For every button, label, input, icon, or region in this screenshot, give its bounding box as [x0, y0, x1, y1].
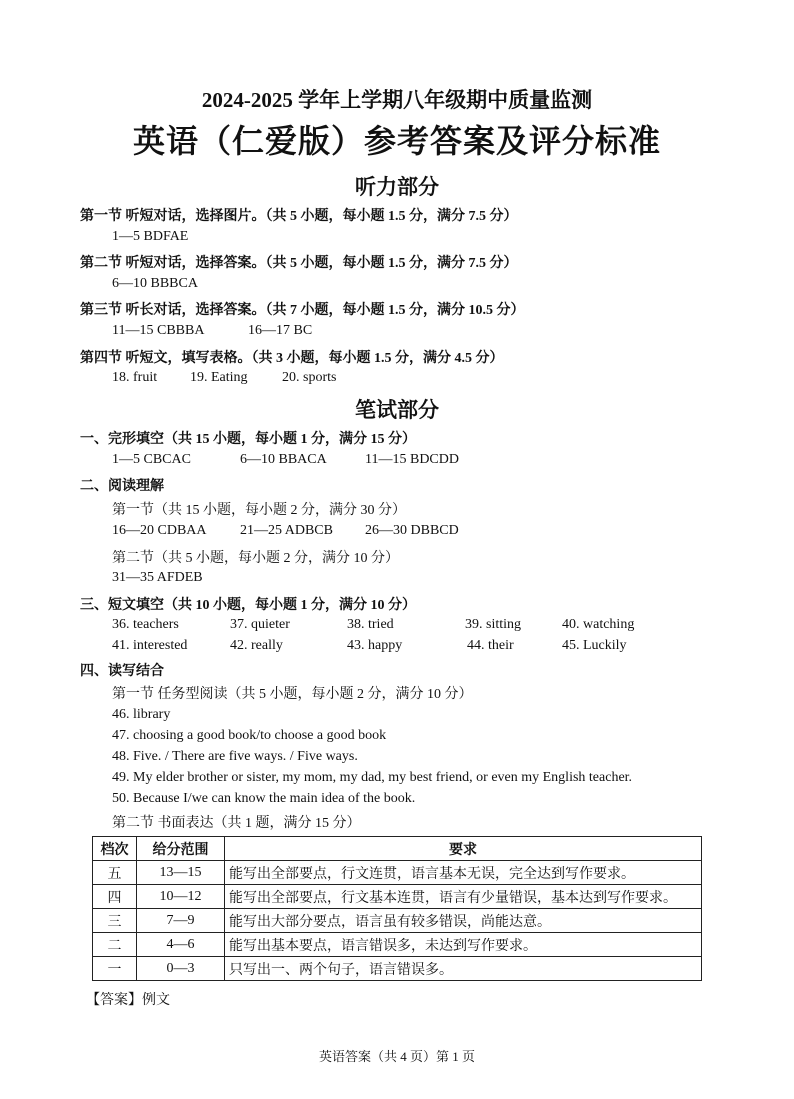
- rubric-requirement: 只写出一、两个句子，语言错误多。: [225, 957, 702, 981]
- part2-answer-1: 16—20 CDBAA: [112, 523, 207, 538]
- rubric-header-level: 档次: [93, 837, 137, 861]
- part1-title: 一、完形填空（共 15 小题，每小题 1 分，满分 15 分）: [80, 432, 416, 447]
- part4-title: 四、读写结合: [80, 664, 164, 679]
- part4-sub2: 第二节 书面表达（共 1 题，满分 15 分）: [112, 816, 361, 831]
- listening-s2-title: 第二节 听短对话，选择答案。（共 5 小题，每小题 1.5 分，满分 7.5 分）: [80, 256, 518, 271]
- rubric-level: 一: [93, 957, 137, 981]
- rubric-header-row: [93, 837, 702, 861]
- part3-answer-43: 43. happy: [347, 638, 403, 653]
- rubric-requirement: 能写出大部分要点，语言虽有较多错误，尚能达意。: [225, 909, 702, 933]
- part3-answer-38: 38. tried: [347, 617, 394, 632]
- part2-sub1: 第一节（共 15 小题，每小题 2 分，满分 30 分）: [112, 503, 406, 518]
- part3-answer-39: 39. sitting: [465, 617, 522, 632]
- listening-s2-answer: 6—10 BBBCA: [112, 276, 198, 291]
- part1-answer-3: 11—15 BDCDD: [365, 452, 459, 467]
- listening-s4-answer-20: 20. sports: [282, 370, 337, 385]
- rubric-level: 二: [93, 933, 137, 957]
- table-row: [93, 957, 702, 981]
- part4-item-48: 48. Five. / There are five ways. / Five ways.: [112, 749, 358, 764]
- table-row: [93, 933, 702, 957]
- part2-title: 二、阅读理解: [80, 479, 164, 494]
- part2-answer-2: 21—25 ADBCB: [240, 523, 333, 538]
- table-row: [93, 909, 702, 933]
- part3-title: 三、短文填空（共 10 小题，每小题 1 分，满分 10 分）: [80, 598, 416, 613]
- page-footer: 英语答案（共 4 页）第 1 页: [318, 1049, 475, 1064]
- part1-answer-1: 1—5 CBCAC: [112, 452, 191, 467]
- rubric-requirement: 能写出基本要点，语言错误多，未达到写作要求。: [225, 933, 702, 957]
- listening-s3-answer-2: 16—17 BC: [248, 323, 313, 338]
- part4-sub1: 第一节 任务型阅读（共 5 小题，每小题 2 分，满分 10 分）: [112, 687, 473, 702]
- sample-essay-label: 【答案】例文: [86, 993, 170, 1008]
- rubric-header-requirement: 要求: [225, 837, 702, 861]
- listening-s4-title: 第四节 听短文，填写表格。（共 3 小题，每小题 1.5 分，满分 4.5 分）: [80, 351, 504, 366]
- listening-s4-answer-19: 19. Eating: [190, 370, 248, 385]
- rubric-table: [92, 836, 702, 981]
- part3-answer-44: 44. their: [467, 638, 514, 653]
- rubric-range: 13—15: [137, 861, 225, 885]
- part3-answer-45: 45. Luckily: [562, 638, 627, 653]
- rubric-requirement: 能写出全部要点，行文连贯，语言基本无误，完全达到写作要求。: [225, 861, 702, 885]
- table-row: [93, 885, 702, 909]
- listening-s3-answer-1: 11—15 CBBBA: [112, 323, 205, 338]
- part3-answer-36: 36. teachers: [112, 617, 179, 632]
- part2-sub2: 第二节（共 5 小题，每小题 2 分，满分 10 分）: [112, 551, 399, 566]
- rubric-level: 五: [93, 861, 137, 885]
- part3-answer-42: 42. really: [230, 638, 283, 653]
- table-row: [93, 861, 702, 885]
- listening-s3-title: 第三节 听长对话，选择答案。（共 7 小题，每小题 1.5 分，满分 10.5 分）: [80, 303, 525, 318]
- listening-s1-title: 第一节 听短对话，选择图片。（共 5 小题，每小题 1.5 分，满分 7.5 分）: [80, 209, 518, 224]
- rubric-level: 四: [93, 885, 137, 909]
- part3-answer-40: 40. watching: [562, 617, 635, 632]
- rubric-range: 7—9: [137, 909, 225, 933]
- part1-answer-2: 6—10 BBACA: [240, 452, 327, 467]
- doc-title-line2: 英语（仁爱版）参考答案及评分标准: [132, 123, 661, 159]
- part4-item-47: 47. choosing a good book/to choose a good book: [112, 728, 387, 743]
- part4-item-50: 50. Because I/we can know the main idea of the book.: [112, 791, 416, 806]
- part2-answer-3: 26—30 DBBCD: [365, 523, 459, 538]
- listening-s1-answer: 1—5 BDFAE: [112, 229, 189, 244]
- part2-answer-4: 31—35 AFDEB: [112, 570, 203, 585]
- writing-heading: 笔试部分: [355, 398, 439, 422]
- rubric-header-range: 给分范围: [137, 837, 225, 861]
- part4-item-46: 46. library: [112, 707, 171, 722]
- part3-answer-37: 37. quieter: [230, 617, 290, 632]
- rubric-range: 10—12: [137, 885, 225, 909]
- rubric-level: 三: [93, 909, 137, 933]
- part4-item-49: 49. My elder brother or sister, my mom, my dad, my best friend, or even my English teacher.: [112, 770, 633, 785]
- rubric-range: 4—6: [137, 933, 225, 957]
- part3-answer-41: 41. interested: [112, 638, 188, 653]
- doc-title-line1: 2024-2025 学年上学期八年级期中质量监测: [201, 88, 593, 112]
- rubric-requirement: 能写出全部要点，行文基本连贯，语言有少量错误，基本达到写作要求。: [225, 885, 702, 909]
- listening-heading: 听力部分: [355, 175, 439, 199]
- listening-s4-answer-18: 18. fruit: [112, 370, 158, 385]
- rubric-range: 0—3: [137, 957, 225, 981]
